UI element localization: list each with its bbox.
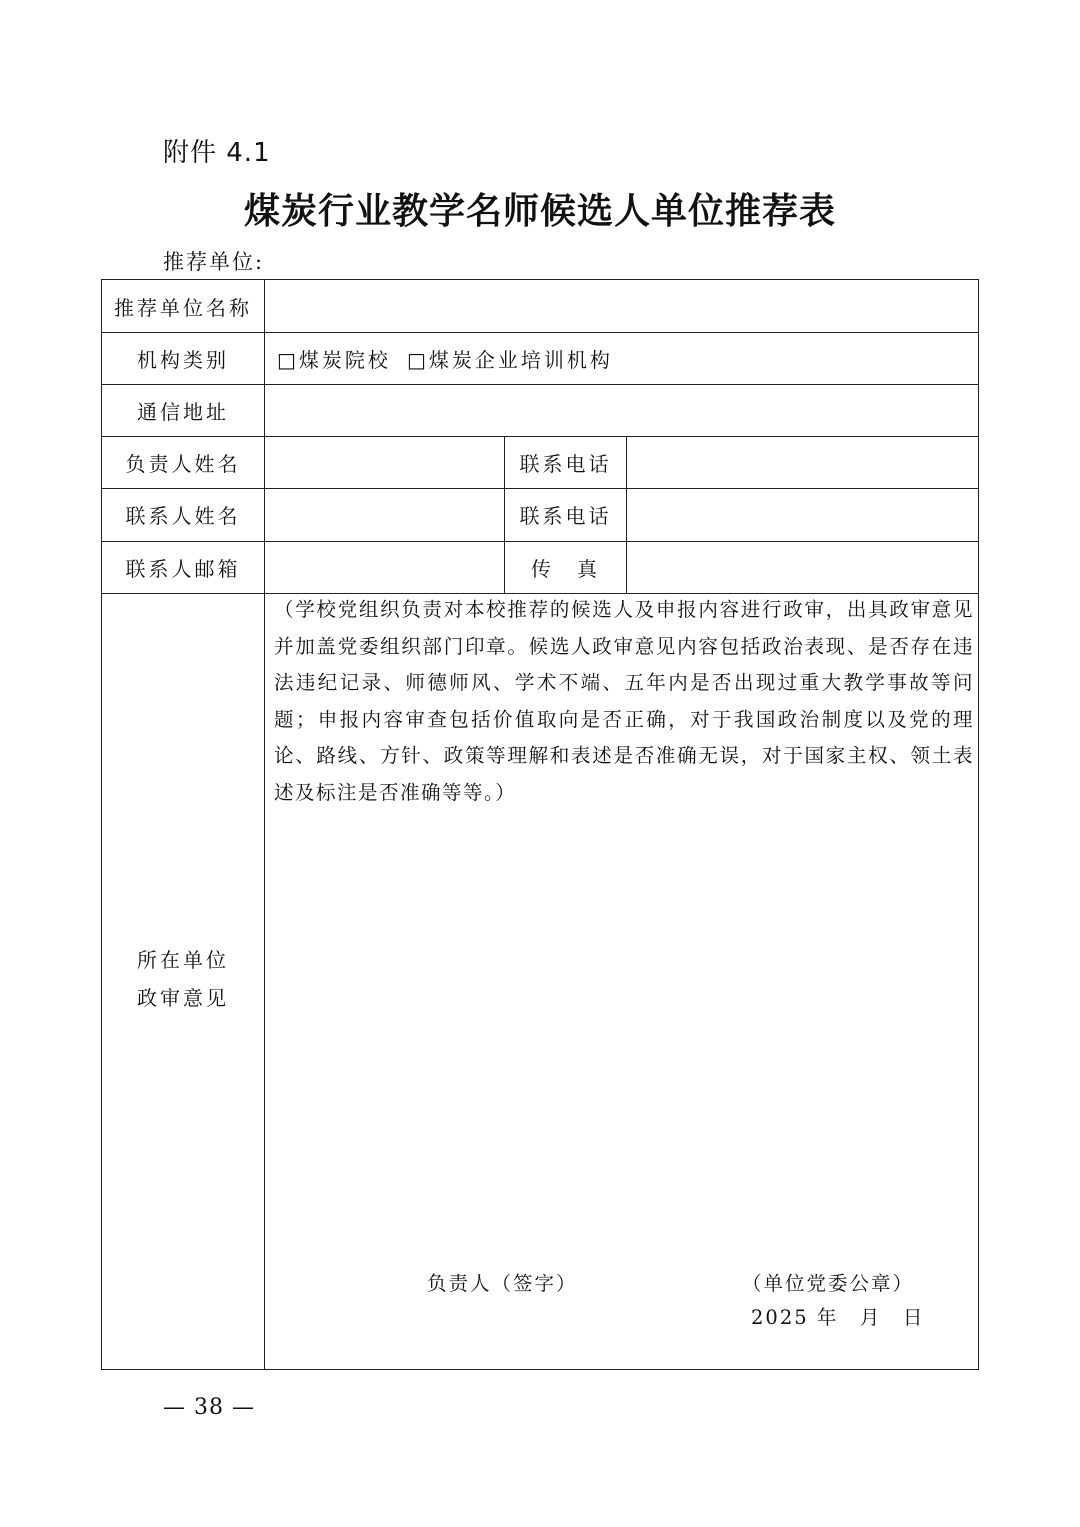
- unit-name-label: 推荐单位名称: [114, 295, 252, 320]
- review-label-line2: 政审意见: [137, 985, 229, 1010]
- seal-label: （单位党委公章）: [742, 1272, 915, 1295]
- fax-label: 传 真: [531, 556, 600, 581]
- institution-type-option-training[interactable]: □煤炭企业培训机构: [407, 347, 613, 372]
- address-field[interactable]: [266, 384, 978, 436]
- signature-label: 负责人（签字）: [427, 1272, 578, 1295]
- institution-type-option-college[interactable]: □煤炭院校: [277, 347, 391, 372]
- fax-field[interactable]: [628, 541, 978, 593]
- leader-name-field[interactable]: [266, 436, 504, 488]
- institution-type-label: 机构类别: [137, 347, 229, 372]
- contact-name-label: 联系人姓名: [125, 504, 241, 528]
- unit-name-field[interactable]: [266, 280, 978, 332]
- column-divider: [626, 436, 627, 593]
- contact-email-field[interactable]: [266, 541, 504, 593]
- column-divider: [264, 280, 265, 1369]
- contact-name-field[interactable]: [266, 488, 504, 541]
- leader-phone-label: 联系电话: [519, 451, 612, 476]
- contact-phone-field[interactable]: [628, 488, 978, 541]
- contact-email-label: 联系人邮箱: [125, 556, 241, 581]
- page-number: — 38 —: [163, 1395, 255, 1420]
- review-label-line1: 所在单位: [137, 947, 229, 972]
- recommendation-form-table: [101, 279, 979, 1370]
- recommending-unit-label: 推荐单位:: [163, 250, 265, 274]
- address-label: 通信地址: [137, 399, 229, 424]
- attachment-label: 附件 4.1: [163, 138, 271, 168]
- page-title: 煤炭行业教学名师候选人单位推荐表: [243, 191, 836, 232]
- leader-phone-field[interactable]: [628, 436, 978, 488]
- date-line: 2025 年 月 日: [751, 1306, 925, 1329]
- review-instructions: （学校党组织负责对本校推荐的候选人及申报内容进行政审，出具政审意见并加盖党委组织部门印章。候选人政审意见内容包括政治表现、是否存在违法违纪记录、师德师风、学术不端、五年内是否出现过重大教学事故等问题；申报内容审查包括价值取向是否正确，对于我国政治制度以及党的理论、路线、方针、政策等理解和表述是否准确无误，对于国家主权、领土表述及标注是否准确等等。）: [274, 598, 974, 804]
- contact-phone-label: 联系电话: [519, 504, 612, 528]
- leader-name-label: 负责人姓名: [125, 451, 241, 476]
